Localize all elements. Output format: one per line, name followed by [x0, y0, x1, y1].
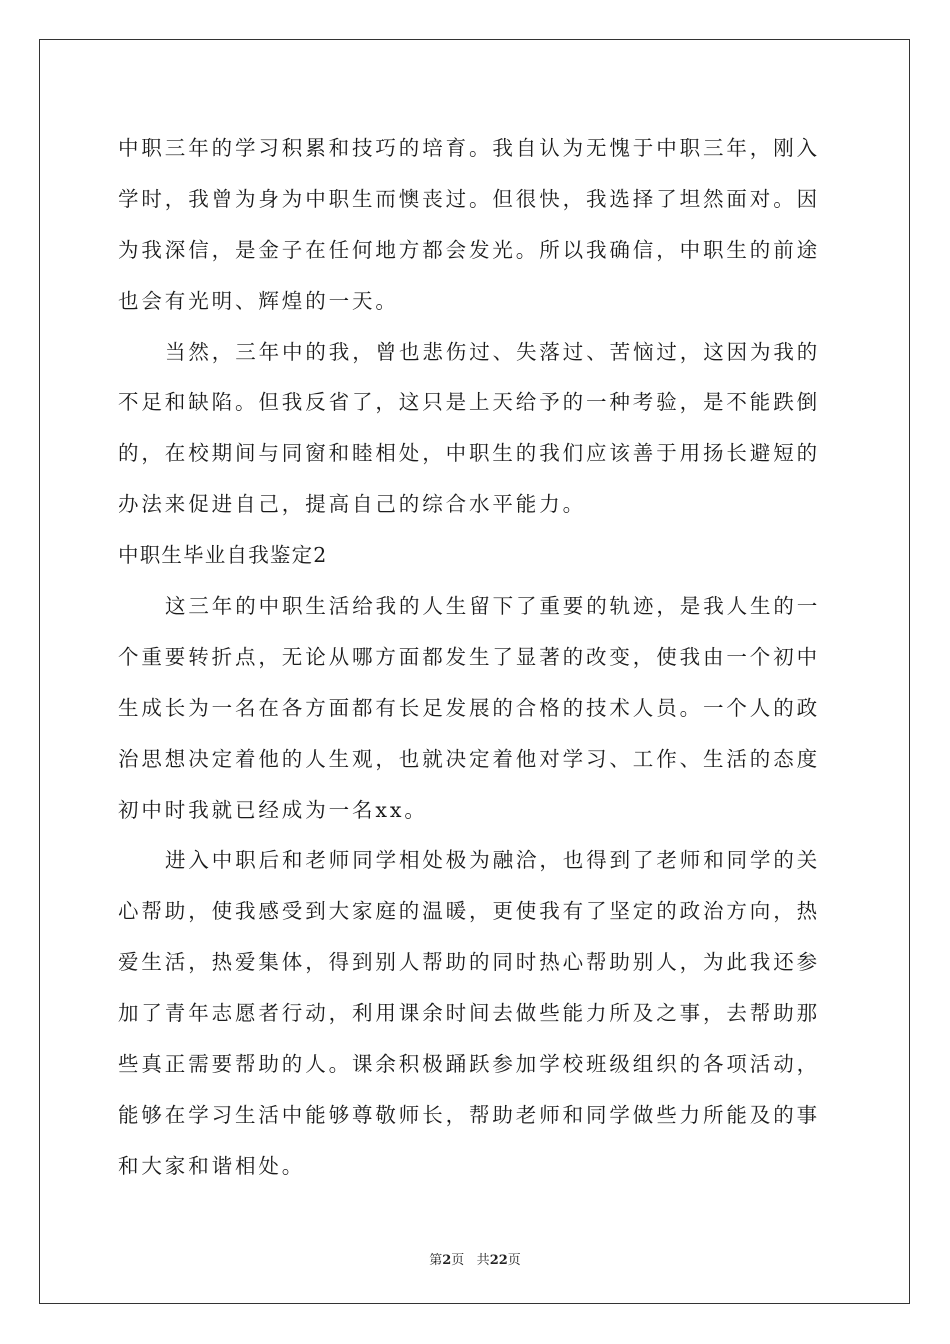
- text-line: 的，在校期间与同窗和睦相处，中职生的我们应该善于用扬长避短的: [118, 441, 820, 466]
- text-line: 能够在学习生活中能够尊敬师长，帮助老师和同学做些力所能及的事: [118, 1102, 820, 1127]
- text-line: 中职三年的学习积累和技巧的培育。我自认为无愧于中职三年，刚入: [118, 136, 820, 160]
- section-heading: 中职生毕业自我鉴定2: [118, 543, 328, 568]
- text-line: 也会有光明、辉煌的一天。: [118, 288, 399, 313]
- text-line: 生成长为一名在各方面都有长足发展的合格的技术人员。一个人的政: [118, 695, 820, 720]
- text-line: 办法来促进自己，提高自己的综合水平能力。: [118, 492, 586, 517]
- text-line: 加了青年志愿者行动，利用课余时间去做些能力所及之事，去帮助那: [118, 1001, 820, 1026]
- text-line: 爱生活，热爱集体，得到别人帮助的同时热心帮助别人，为此我还参: [118, 950, 820, 975]
- text-line: 和大家和谐相处。: [118, 1153, 306, 1178]
- text-line: 初中时我就已经成为一名xx。: [118, 797, 428, 822]
- text-line: 进入中职后和老师同学相处极为融洽，也得到了老师和同学的关: [165, 848, 821, 873]
- text-line: 为我深信，是金子在任何地方都会发光。所以我确信，中职生的前途: [118, 237, 820, 262]
- text-line: 治思想决定着他的人生观，也就决定着他对学习、工作、生活的态度: [118, 746, 820, 771]
- text-line: 不足和缺陷。但我反省了，这只是上天给予的一种考验，是不能跌倒: [118, 390, 820, 415]
- page-suffix: 页: [451, 1253, 465, 1268]
- text-line: 学时，我曾为身为中职生而懊丧过。但很快，我选择了坦然面对。因: [118, 186, 820, 211]
- current-page-number: 2: [442, 1253, 452, 1268]
- text-line: 心帮助，使我感受到大家庭的温暖，更使我有了坚定的政治方向，热: [118, 899, 820, 924]
- text-line: 这三年的中职生活给我的人生留下了重要的轨迹，是我人生的一: [165, 594, 821, 619]
- text-line: 当然，三年中的我，曾也悲伤过、失落过、苦恼过，这因为我的: [165, 339, 821, 364]
- page-prefix: 第: [429, 1253, 443, 1268]
- document-body: [118, 123, 834, 1192]
- total-prefix: 共: [476, 1253, 490, 1268]
- total-suffix: 页: [507, 1253, 521, 1268]
- text-line: 些真正需要帮助的人。课余积极踊跃参加学校班级组织的各项活动，: [118, 1052, 820, 1077]
- text-line: 个重要转折点，无论从哪方面都发生了显著的改变，使我由一个初中: [118, 644, 820, 669]
- total-page-count: 22: [489, 1253, 508, 1268]
- page-footer: [0, 1249, 950, 1268]
